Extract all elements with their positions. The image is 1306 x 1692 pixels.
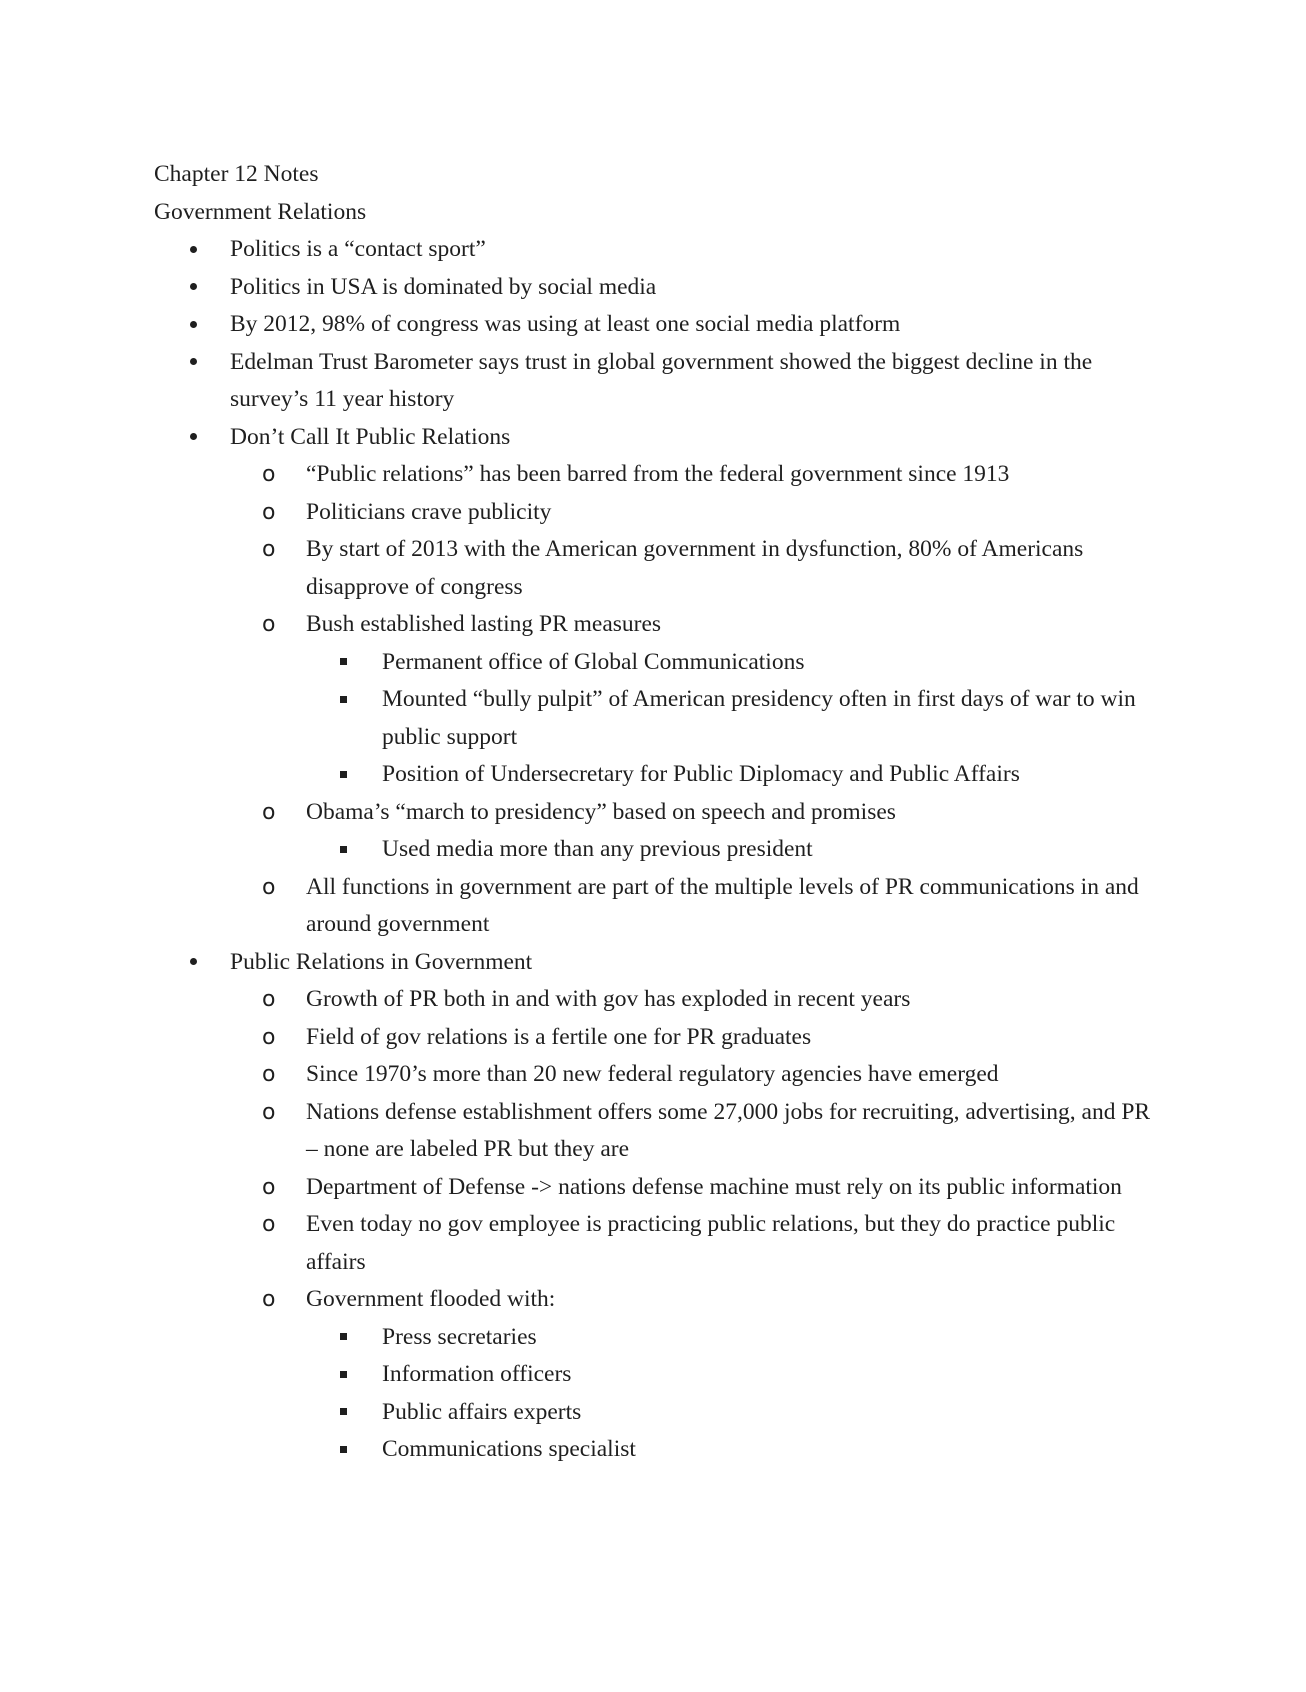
bullet-circle-icon: o [262,537,276,562]
sub-sub-bullet-item [306,1319,1154,1357]
bullet-dot-icon [190,306,197,344]
sub-bullet-item [230,1094,1154,1169]
sub-bullet-item [230,1281,1154,1469]
bullet-circle-icon: o [262,499,276,525]
bullet-item [154,419,1154,944]
nested-list [230,456,1154,944]
bullet-text: By start of 2013 with the American government in dysfunction, 80% of Americans disapprove of congress [306,536,1084,600]
bullet-text: Information officers [382,1361,572,1387]
bullet-circle-icon: o [262,1174,276,1200]
bullet-circle-icon: o [262,987,276,1012]
bullet-text: “Public relations” has been barred from the federal government since 1913 [306,461,1010,487]
bullet-text: Nations defense establishment offers some 27,000 jobs for recruiting, advertising, and PR – none are labeled PR but they are [306,1098,1151,1162]
bullet-square-icon [340,1394,347,1432]
bullet-text: Permanent office of Global Communications [382,648,805,675]
sub-sub-bullet-item [306,756,1154,794]
bullet-text: Growth of PR both in and with gov has exploded in recent years [306,986,911,1012]
sub-sub-bullet-item [306,1356,1154,1394]
bullet-text: Public affairs experts [382,1398,582,1425]
bullet-item [154,344,1154,419]
nested-list [306,1319,1154,1469]
document-content [154,155,1154,1469]
sub-bullet-item [230,794,1154,869]
bullet-square-icon [340,1431,347,1469]
bullet-dot-icon [190,231,197,269]
sub-bullet-item [230,869,1154,944]
bullet-text: Position of Undersecretary for Public Diplomacy and Public Affairs [382,761,1020,787]
bullet-text: Public Relations in Government [230,948,533,975]
sub-bullet-item [230,456,1154,494]
bullet-text: Politics is a “contact sport” [230,236,486,262]
bullet-text: All functions in government are part of the multiple levels of PR communications in and around government [306,873,1139,937]
bullet-item [154,306,1154,344]
bullet-text: Politics in USA is dominated by social media [230,273,657,300]
bullet-item [154,231,1154,269]
bullet-list [154,231,1154,1469]
bullet-text: Government flooded with: [306,1286,556,1312]
bullet-circle-icon: o [262,1062,276,1087]
sub-bullet-item [230,494,1154,532]
bullet-item [154,269,1154,307]
bullet-square-icon [340,756,347,794]
nested-list [306,831,1154,869]
sub-bullet-item [230,531,1154,606]
sub-sub-bullet-item [306,1431,1154,1469]
sub-bullet-item [230,1206,1154,1281]
bullet-text: Politicians crave publicity [306,498,552,525]
bullet-circle-icon: o [262,1212,276,1237]
sub-bullet-item [230,981,1154,1019]
sub-sub-bullet-item [306,1394,1154,1432]
bullet-text: Field of gov relations is a fertile one for PR graduates [306,1023,812,1050]
bullet-circle-icon: o [262,799,276,825]
section-heading: Government Relations [154,199,367,225]
bullet-text: Mounted “bully pulpit” of American presidency often in first days of war to win public support [382,686,1136,750]
bullet-text: Bush established lasting PR measures [306,611,662,637]
sub-bullet-item [230,1169,1154,1207]
bullet-text: Edelman Trust Barometer says trust in global government showed the biggest decline in the survey’s 11 year history [230,348,1093,412]
bullet-circle-icon: o [262,1024,276,1050]
sub-sub-bullet-item [306,831,1154,869]
bullet-dot-icon [190,419,197,457]
bullet-square-icon [340,831,347,869]
bullet-text: Since 1970’s more than 20 new federal regulatory agencies have emerged [306,1061,999,1087]
bullet-circle-icon: o [262,1287,276,1312]
bullet-text: Even today no gov employee is practicing public relations, but they do practice public affairs [306,1211,1116,1275]
bullet-text: Obama’s “march to presidency” based on speech and promises [306,798,896,825]
bullet-square-icon [340,1319,347,1357]
bullet-text: Used media more than any previous president [382,836,813,862]
bullet-text: Don’t Call It Public Relations [230,423,511,450]
bullet-text: By 2012, 98% of congress was using at least one social media platform [230,311,901,337]
bullet-text: Communications specialist [382,1436,636,1462]
bullet-text: Department of Defense -> nations defense machine must rely on its public information [306,1173,1122,1200]
bullet-circle-icon: o [262,1099,276,1125]
bullet-item [154,944,1154,1469]
bullet-square-icon [340,1356,347,1394]
nested-list [230,981,1154,1469]
bullet-dot-icon [190,269,197,307]
bullet-square-icon [340,681,347,719]
nested-list [306,644,1154,794]
bullet-dot-icon [190,944,197,982]
sub-bullet-item [230,606,1154,794]
sub-bullet-item [230,1056,1154,1094]
sub-sub-bullet-item [306,681,1154,756]
document-title: Chapter 12 Notes [154,161,319,187]
bullet-circle-icon: o [262,874,276,900]
bullet-square-icon [340,644,347,682]
bullet-dot-icon [190,344,197,382]
sub-sub-bullet-item [306,644,1154,682]
sub-bullet-item [230,1019,1154,1057]
bullet-text: Press secretaries [382,1323,537,1350]
bullet-circle-icon: o [262,462,276,487]
bullet-circle-icon: o [262,612,276,637]
